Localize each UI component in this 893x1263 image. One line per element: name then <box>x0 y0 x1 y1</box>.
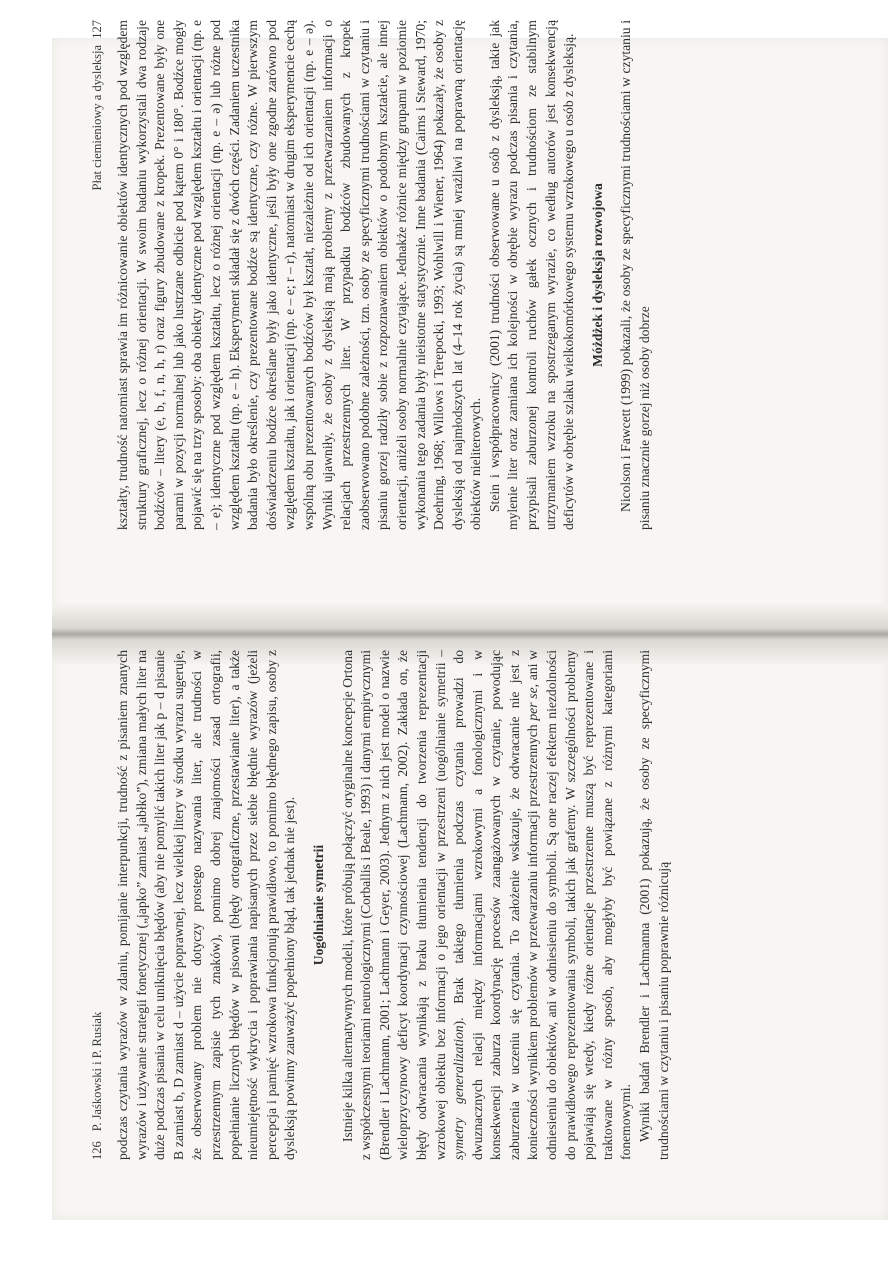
right-running-title: Płat ciemieniowy a dysleksja <box>90 45 104 191</box>
right-page <box>88 20 788 530</box>
right-section-heading: Móżdżek i dysleksja rozwojowa <box>589 183 605 367</box>
left-page <box>88 650 788 1160</box>
left-section-heading: Uogólnianie symetrii <box>310 844 326 966</box>
left-paragraph-1: podczas czytania wyrazów w zdaniu, pomijanie interpunkcji, trudność z pisaniem znanych wyrazów i używanie strategii fonetycznej („japko” zamiast „jabłko”), zmiana małych liter na duże podczas pisania w celu uniknięcia błędów (aby nie pomylić takich liter jak p – d pisanie B zamiast b, D zamiast d – użycie poprawnej, lecz wielkiej litery w środku wyrazu sugeruje, że obserwowany problem nie dotyczy prostego nazywania liter, ale trudności w przestrzennym zapisie tych znaków), pomimo dobrej znajomości zasad ortografii, popełnianie licznych błędów w pisowni (błędy ortograficzne, przestawianie liter), a także nieumiejętność wykrycia i poprawiania napisanych przez siebie błędnie wyrazów (jeżeli percepcja i pamięć wzrokowa funkcjonują prawidłowo, to pomimo błędnego zapisu, osoby z dysleksją powinny zauważyć popełniony błąd, tak jednak nie jest). <box>115 650 298 1160</box>
right-paragraph-1: kształty, trudność natomiast sprawia im różnicowanie obiektów identycznych pod względem struktury graficznej, lecz o różnej orientacji. W swoim badaniu wykorzystali dwa rodzaje bodźców – litery (e, b, f, n, h, r) oraz figury zbudowane z kropek. Prezentowane były one parami w pozycji normalnej lub jako lustrzane odbicie pod kątem 0° i 180°. Bodźce mogły pojawić się na trzy sposoby: oba obiekty identyczne pod względem kształtu i orientacji (np. e – e); identyczne pod względem kształtu, lecz o różnej orientacji (np. e – ə) lub różne pod względem kształtu (np. e – h). Eksperyment składał się z dwóch części. Zadaniem uczestnika badania było określenie, czy prezentowane bodźce są identyczne, czy różne. W pierwszym doświadczeniu bodźce określane były jako identyczne, jeśli były one zgodne zarówno pod względem kształtu, jak i orientacji (np. e – e; r – r), natomiast w drugim eksperymencie cechą wspólną obu prezentowanych bodźców był kształt, niezależnie od ich orientacji (np. e – ə). Wyniki ujawniły, że osoby z dysleksją mają problemy z przetwarzaniem informacji o relacjach przestrzennych liter. W przypadku bodźców zbudowanych z kropek zaobserwowano podobne zależności, tzn. osoby ze specyficznymi trudnościami w czytaniu i pisaniu gorzej radziły sobie z rozpoznawaniem obiektów o podobnym kształcie, ale innej orientacji, aniżeli osoby normalnie czytające. Jednakże różnice między grupami w poziomie wykonania tego zadania były nieistotne statystycznie. Inne badania (Cairns i Steward, 1970; Doehring, 1968; Willows i Terepocki, 1993; Wohlwill i Wiener, 1964) pokazały, że osoby z dysleksją od najmłodszych lat (4–14 rok życia) są mniej wrażliwi na poprawną orientację obiektów nieliterowych. <box>115 20 484 530</box>
right-running-head <box>88 20 106 530</box>
left-paragraph-3: Wyniki badań Brendler i Lachmanna (2001) pokazują, że osoby ze specyficznymi trudnościami w czytaniu i pisaniu poprawnie różnicują <box>637 650 671 1160</box>
right-paragraph-3: Nicolson i Fawcett (1999) pokazali, że osoby ze specyficznymi trudnościami w czytaniu i pisaniu znacznie gorzej niż osoby dobrze <box>618 20 653 530</box>
left-paragraph-2: Istnieje kilka alternatywnych modeli, które próbują połączyć oryginalne koncepcje Ortona z współczesnymi teoriami neurologicznymi (Corballis i Beale, 1993) i danymi empirycznymi (Brendler i Lachmann, 2001; Lachmann i Geyer, 2003). Jednym z nich jest model o nazwie wieloprzyczynowy deficyt koordynacji czynnościowej (Lachmann, 2002). Zakłada on, że błędy odwracania wynikają z braku tłumienia tendencji do tworzenia reprezentacji wzrokowej obiektu bez informacji o jego orientacji w przestrzeni (uogólnianie symetrii – symetry generalization). Brak takiego tłumienia podczas czytania prowadzi do dwuznacznych relacji między informacjami wzrokowymi a fonologicznymi i w konsekwencji zaburza koordynację procesów zaangażowanych w czytanie, powodując zaburzenia w uczeniu się czytania. To założenie wskazuje, że odwracanie nie jest z konieczności wynikiem problemów w przetwarzaniu informacji przestrzennych per se, ani w odniesieniu do obiektów, ani w odniesieniu do symboli. Są one raczej efektem niezdolności do prawidłowego reprezentowania symboli, takich jak grafemy. W szczególności problemy pojawiają się wtedy, kiedy różne orientacje przestrzenne muszą być reprezentowane i traktowane w różny sposób, aby mogłyby być powiązane z różnymi kategoriami fonemowymi. <box>339 649 634 1160</box>
left-running-title: P. Jaśkowski i P. Rusiak <box>90 1011 104 1132</box>
left-running-head <box>88 650 106 1160</box>
left-page-number: 126 <box>90 1141 104 1160</box>
right-paragraph-2: Stein i współpracownicy (2001) trudności obserwowane u osób z dysleksją, takie jak mylenie liter oraz zamiana ich kolejności w obrębie wyrazu podczas pisania i czytania, przypisali zaburzonej kontroli ruchów gałek ocznych i trudnościom ze stabilnym utrzymaniem wzroku na spostrzeganym wyrazie, co według autorów jest konsekwencją deficytów w obrębie szlaku wielkokomórkowego systemu wzrokowego u osób z dysleksją. <box>486 20 577 530</box>
right-page-number: 127 <box>90 20 104 39</box>
